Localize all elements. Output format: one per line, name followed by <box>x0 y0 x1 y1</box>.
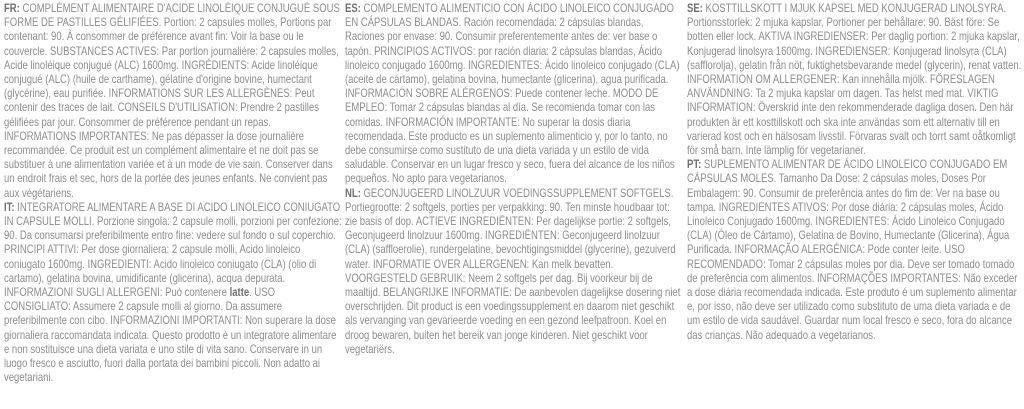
section-pt <box>687 158 1024 343</box>
label-column-2 <box>341 2 682 409</box>
section-se-text: KOSTTILLSKOTT I MJUK KAPSEL MED KONJUGERAD LINOLSYRA. Portionsstorlek: 2 mjuka kapslar, Portioner per behållare: 90. Bäst före: Se botten eller lock. AKTIVA INGREDIENSER: Per daglig portion: 2 mjuka kapslar, Konjugerad linolsyra 1600mg. INGREDIENSER: Konjugerad linolsyra (CLA) (safflorolja), gelatin från nöt, fuktighetsbevarande medel (glycerin), renat vatten. INFORMATION OM ALLERGENER: Kan innehålla mjölk. FÖRESLAGEN ANVÄNDNING: Ta 2 mjuka kapslar om dagen. Tas helst med mat. VIKTIG INFORMATION: Överskrid inte den rekommenderade dagliga dosen. Den här produkten är ett kosttillskott och ska inte användas som ett alternativ till en varierad kost och en hälsosam livsstil. Förvaras svalt och torrt samt oåtkomligt för små barn. Inte lämplig för vegetarianer. <box>686 2 1021 158</box>
section-nl-text: GECONJUGEERD LINOLZUUR VOEDINGSSUPPLEMENT SOFTGELS. Portiegrootte: 2 softgels, porties per verpakking: 90. Ten minste houdbaar tot: zie basis of dop. ACTIEVE INGREDIËNTEN: Per dagelijkse portie: 2 softgels, Geconjugeerd linolzuur 1600mg. INGREDIËNTEN: Geconjugeerd linolzuur (CLA) (saffloerolie), rundergelatine, bevochtigingsmiddel (glycerine), gezuiverd water. INFORMATIE OVER ALLERGENEN: Kan melk bevatten. VOORGESTELD GEBRUIK: Neem 2 softgels per dag. Bij voorkeur bij de maaltijd. BELANGRIJKE INFORMATIE: De aanbevolen dagelijkse dosering niet overschrijden. Dit product is een voedingssupplement en daarom niet geschikt als vervanging van gevarieerde voeding en een gezond leefpatroon. Koel en droog bewaren, buiten het bereik van jonge kinderen. Niet geschikt voor vegetariërs. <box>345 186 681 356</box>
lang-code-fr: FR: <box>4 2 20 15</box>
lang-code-it: IT: <box>4 200 15 214</box>
lang-code-pt: PT: <box>686 158 701 172</box>
section-pt-text: SUPLEMENTO ALIMENTAR DE ÁCIDO LINOLEICO CONJUGADO EM CÁPSULAS MOLES. Tamanho Da Dose: 2 cápsulas moles, Doses Por Embalagem: 90. Consumir de preferência antes do fim de: Ver na base ou tampa. INGREDIENTES ATIVOS: Por dose diária: 2 cápsulas moles, Ácido Linoleico Conjugado 1600mg. INGREDIENTES: Ácido Linoleico Conjugado (CLA) (Óleo de Cártamo), Gelatina de Bovino, Humectante (Glicerina), Água Purificada. INFORMAÇÃO ALERGÉNICA: Pode conter leite. USO RECOMENDADO: Tomar 2 cápsulas moles por dia. Deve ser tomado tomado de preferência com alimentos. INFORMAÇÕES IMPORTANTES: Não exceder a dose diária recomendada indicada. Este produto é um suplemento alimentar e, por isso, não deve ser utilizado como substituto de uma dieta variada e de um estilo de vida saudável. Guardar num local fresco e seco, fora do alcance das crianças. Não adequado a vegetarianos. <box>686 158 1017 342</box>
lang-code-se: SE: <box>686 2 703 15</box>
section-es <box>345 2 683 187</box>
section-fr-text: COMPLÉMENT ALIMENTAIRE D'ACIDE LINOLÉIQUE CONJUGUÉ SOUS FORME DE PASTILLES GÉLIFIÉES. Portion: 2 capsules molles, Portions par contenant: 90. À consommer de préférence avant fin: Voir la base ou le couvercle. SUBSTANCES ACTIVES: Par portion journalière: 2 capsules molles, Acide linoléique conjugué (ALC) 1600mg. INGRÉDIENTS: Acide linoléique conjugué (ALC) (huile de carthame), gélatine d'origine bovine, humectant (glycérine), eau purifiée. INFORMATIONS SUR LES ALLERGÈNES: Peut contenir des traces de lait. CONSEILS D'UTILISATION: Prendre 2 pastilles gélifiées par jour. Consommer de préférence pendant un repas. INFORMATIONS IMPORTANTES: Ne pas dépasser la dose journalière recommandée. Ce produit est un complément alimentaire et ne doit pas se substituer à une alimentation variée et à un mode de vie sain. Conserver dans un endroit frais et sec, hors de la portée des jeunes enfants. Ne convient pas aux végétariens. <box>4 2 340 200</box>
section-se <box>687 2 1024 158</box>
label-column-1 <box>0 2 341 409</box>
lang-code-es: ES: <box>345 2 362 15</box>
label-column-2-content <box>345 2 683 357</box>
section-nl <box>345 187 683 357</box>
label-column-1-content <box>4 2 342 385</box>
section-it-text-2: . USO CONSIGLIATO: Assumere 2 capsule molli al giorno. Da assumere preferibilmente con cibo. INFORMAZIONI IMPORTANTI: Non superare la dose giornaliera raccomandata indicata. Questo prodotto è un integratore alimentare e non sostituisce una dieta variata e uno stile di vita sano. Conservare in un luogo fresco e asciutto, fuori dalla portata dei bambini piccoli. Non adatto ai vegetariani. <box>4 286 337 385</box>
section-it-allergen-word: latte <box>229 286 250 300</box>
section-it-text-1: INTEGRATORE ALIMENTARE A BASE DI ACIDO LINOLEICO CONIUGATO IN CAPSULE MOLLI. Porzione singola: 2 capsule molli, porzioni per confezione: 90. Da consumarsi preferibilmente entro fine: vedere sul fondo o sul coperchio. PRINCIPI ATTIVI: Per dose giornaliera: 2 capsule molli, Acido linoleico coniugato 1600mg. INGREDIENTI: Acido linoleico coniugato (CLA) (olio di cartamo), gelatina bovina, umidificante (glicerina), acqua depurata. INFORMAZIONI SUGLI ALLERGENI: Può contenere <box>4 200 342 300</box>
lang-code-nl: NL: <box>345 186 362 200</box>
label-column-3 <box>683 2 1024 409</box>
section-it <box>4 201 342 386</box>
section-es-text: COMPLEMENTO ALIMENTICIO CON ÁCIDO LINOLEICO CONJUGADO EN CÁPSULAS BLANDAS. Ración recomendada: 2 cápsulas blandas, Raciones por envase: 90. Consumir preferentemente antes de: ver base o tapón. PRINCIPIOS ACTIVOS: por ración diaria: 2 cápsulas blandas, Ácido linoleico conjugado 1600mg. INGREDIENTES: Ácido linoleico conjugado (CLA) (aceite de cártamo), gelatina bovina, humectante (glicerina), agua purificada. INFORMACIÓN SOBRE ALÉRGENOS: Puede contener leche. MODO DE EMPLEO: Tomar 2 cápsulas blandas al día. Se recomienda tomar con las comidas. INFORMACIÓN IMPORTANTE: No superar la dosis diaria recomendada. Este producto es un suplemento alimenticio y, por lo tanto, no debe consumirse como sustituto de una dieta variada y un estilo de vida saludable. Conservar en un lugar fresco y seco, fuera del alcance de los niños pequeños. No apto para vegetarianos. <box>345 2 680 186</box>
label-column-3-content <box>687 2 1024 343</box>
section-fr <box>4 2 342 201</box>
